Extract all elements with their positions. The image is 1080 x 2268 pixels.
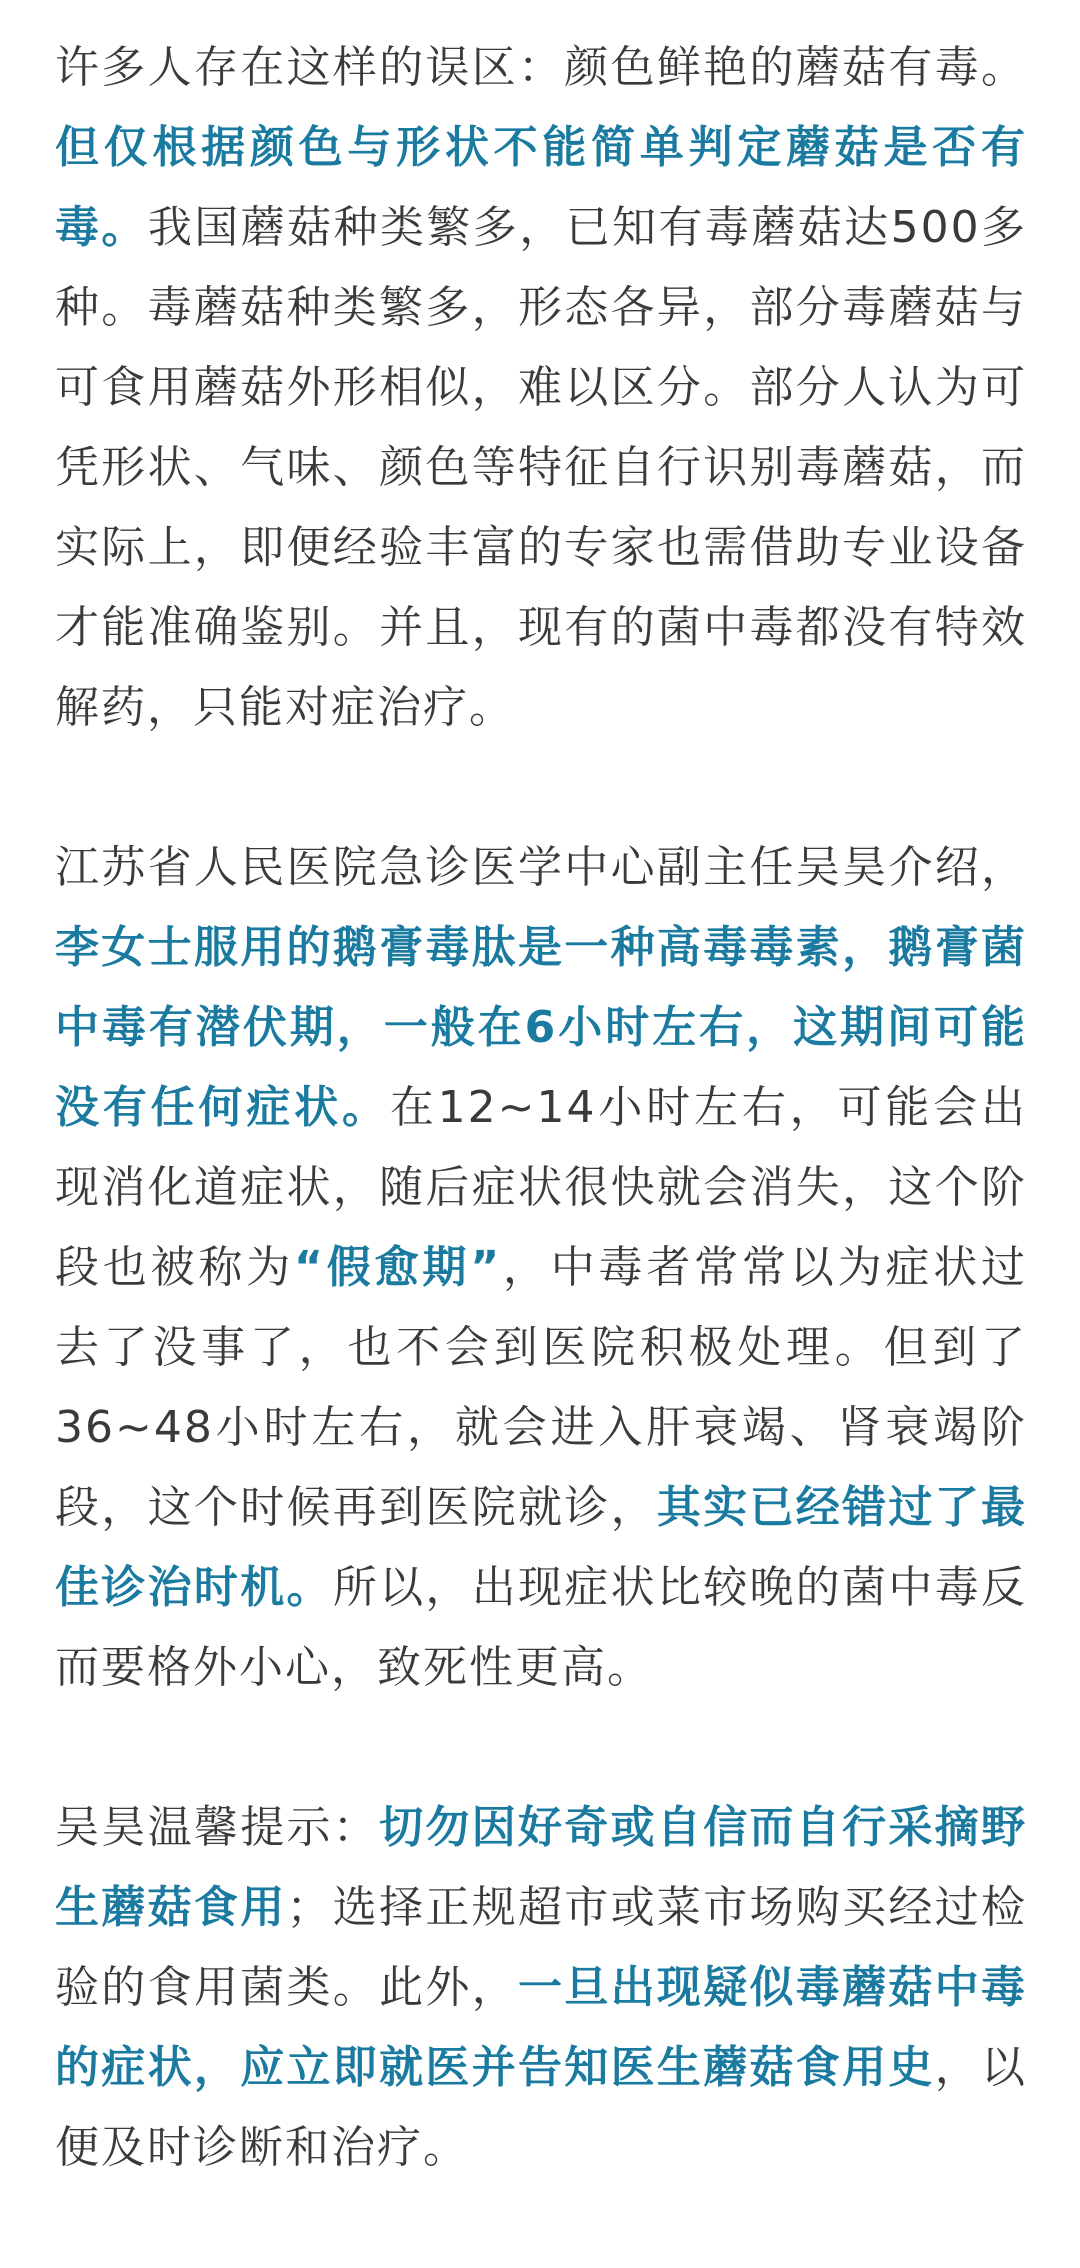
highlighted-text: 一旦出现疑似毒蘑菇中毒的症状，应立即就医并告知医生蘑菇食用史 xyxy=(55,1962,1027,2093)
article-body xyxy=(55,28,1027,2268)
paragraph-misconception xyxy=(55,28,1027,748)
highlighted-text: 其实已经错过了最佳诊治时机。 xyxy=(55,1482,1028,1613)
highlighted-text: 切勿因好奇或自信而自行采摘野生蘑菇食用 xyxy=(55,1802,1028,1933)
text-segment: 在12~14小时左右，可能会出现消化道症状，随后症状很快就会消失，这个阶段也被称为 xyxy=(55,1082,1028,1293)
highlighted-text: 但仅根据颜色与形状不能简单判定蘑菇是否有毒。 xyxy=(55,122,1027,253)
text-segment: ；选择正规超市或菜市场购买经过检验的食用菌类。此外， xyxy=(55,1882,1027,2013)
text-segment: 所以，出现症状比较晚的菌中毒反而要格外小心，致死性更高。 xyxy=(55,1562,1028,1693)
paragraph-expert-intro xyxy=(55,828,1027,1708)
text-segment: 我国蘑菇种类繁多，已知有毒蘑菇达500多种。毒蘑菇种类繁多，形态各异，部分毒蘑菇与可食用蘑菇外形相似，难以区分。部分人认为可凭形状、气味、颜色等特征自行识别毒蘑菇，而实际上，即便经验丰富的专家也需借助专业设备才能准确鉴别。并且，现有的菌中毒都没有特效解药，只能对症治疗。 xyxy=(55,202,1027,733)
text-segment: ，中毒者常常以为症状过去了没事了，也不会到医院积极处理。但到了36~48小时左右，就会进入肝衰竭、肾衰竭阶段，这个时候再到医院就诊， xyxy=(55,1242,1028,1533)
text-segment: 江苏省人民医院急诊医学中心副主任吴昊介绍， xyxy=(55,842,1027,893)
paragraph-tips xyxy=(55,1788,1027,2188)
text-segment: 许多人存在这样的误区：颜色鲜艳的蘑菇有毒。 xyxy=(55,42,1027,93)
highlighted-text: 李女士服用的鹅膏毒肽是一种高毒毒素，鹅膏菌中毒有潜伏期，一般在6小时左右，这期间可能没有任何症状。 xyxy=(55,922,1027,1133)
text-segment: 吴昊温馨提示： xyxy=(55,1802,380,1853)
highlighted-term: “假愈期” xyxy=(294,1242,502,1293)
text-segment: ，以便及时诊断和治疗。 xyxy=(55,2042,1028,2173)
